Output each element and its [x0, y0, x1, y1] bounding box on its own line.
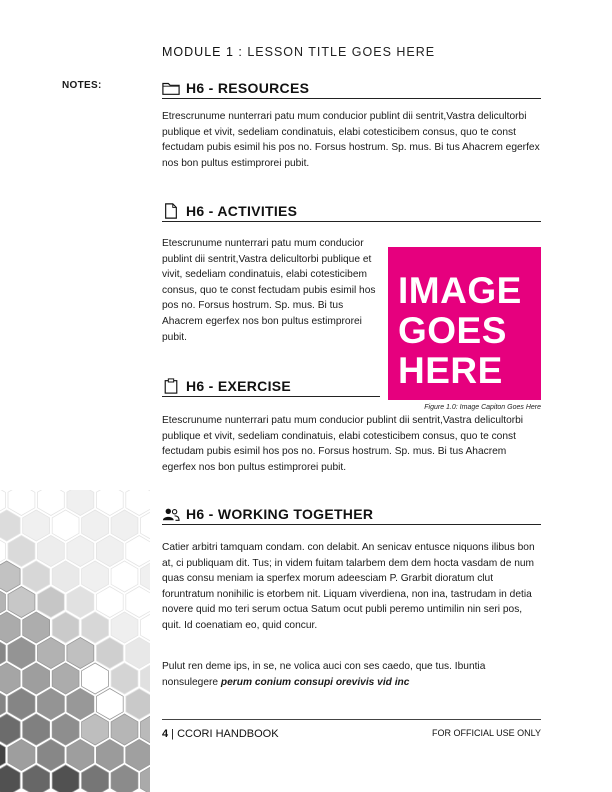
- footer-divider: [162, 719, 541, 720]
- hexagon-cell: [52, 510, 79, 541]
- hexagon-cell: [82, 561, 109, 592]
- hexagon-cell: [126, 740, 150, 771]
- working-together-body-2: [162, 659, 541, 690]
- section-heading-activities: [162, 203, 541, 222]
- hexagon-cell: [111, 765, 138, 792]
- hexagon-cell: [0, 765, 20, 792]
- image-placeholder-line2: GOES: [398, 310, 507, 351]
- hexagon-cell: [23, 510, 50, 541]
- activities-body: Etescrunume nunterrari patu mum conducior publint dii sentrit,Vastra delicultorbi publique et vivit, sedeliam condinatuis, elabi cotesticibem consus, quo te const fectudam pubis esimil hos pos no. Forsus hostrum. Sp. mus. Bi tus Ahacrem egerfex nos bon pultus estimprorei pubit.: [162, 238, 376, 343]
- hexagon-cell: [126, 689, 150, 720]
- hexagon-cell: [111, 510, 138, 541]
- people-icon: [162, 506, 180, 522]
- folder-icon: [162, 80, 180, 96]
- hexagon-cell: [67, 740, 94, 771]
- hexagon-cell: [52, 612, 79, 643]
- hexagon-cell: [96, 490, 123, 516]
- hexagon-cell: [38, 638, 65, 669]
- hexagon-cell: [111, 663, 138, 694]
- hexagon-cell: [8, 689, 35, 720]
- hexagon-cell: [8, 490, 35, 516]
- lesson-title: LESSON TITLE GOES HERE: [247, 45, 436, 59]
- hexagon-cell: [82, 765, 109, 792]
- hexagon-cell: [23, 714, 50, 745]
- hexagon-cell: [67, 638, 94, 669]
- hexagon-cell: [0, 561, 20, 592]
- hexagon-cell: [126, 638, 150, 669]
- module-header: [162, 45, 435, 59]
- hexagon-cell: [96, 536, 123, 567]
- hexagon-cell: [96, 587, 123, 618]
- section-heading-working-together: [162, 506, 541, 525]
- module-separator: :: [233, 45, 248, 59]
- hexagon-cell: [67, 689, 94, 720]
- hexagon-cell: [126, 536, 150, 567]
- hexagon-cell: [0, 714, 20, 745]
- section-title: H6 - RESOURCES: [186, 80, 310, 96]
- document-icon: [162, 203, 180, 219]
- hexagon-cell: [8, 638, 35, 669]
- footer-left: [162, 728, 279, 740]
- section-heading-exercise: [162, 378, 380, 397]
- hexagon-cell: [52, 663, 79, 694]
- hexagon-cell: [141, 714, 151, 745]
- section-title: H6 - EXERCISE: [186, 378, 292, 394]
- handbook-name: CCORI HANDBOOK: [177, 728, 279, 740]
- hexagon-cell: [38, 536, 65, 567]
- hexagon-cell: [0, 510, 20, 541]
- image-placeholder-line3: HERE: [398, 350, 503, 391]
- hexagon-cell: [38, 587, 65, 618]
- hexagon-cell: [0, 612, 20, 643]
- hexagon-cell: [67, 587, 94, 618]
- hexagon-cell: [23, 765, 50, 792]
- image-placeholder-line1: IMAGE: [398, 270, 522, 311]
- hexagon-cell: [111, 714, 138, 745]
- section-title: H6 - ACTIVITIES: [186, 203, 298, 219]
- resources-body: Etrescrunume nunterrari patu mum conducior publint dii sentrit,Vastra delicultorbi publique et vivit, sedeliam condinatuis, elabi cotesticibem consus, quo te const fectudam pubis esimil his pos no. Forsus hostrum. Sp. mus. Bi tus Ahacrem egerfex nos bon pultus estimprorei pubit.: [162, 111, 540, 169]
- section-title: H6 - WORKING TOGETHER: [186, 506, 374, 522]
- hexagon-cell: [82, 612, 109, 643]
- hexagon-cell: [82, 663, 109, 694]
- notes-label: NOTES:: [62, 80, 102, 91]
- hexagon-cell: [96, 638, 123, 669]
- hexagon-cell: [96, 740, 123, 771]
- hexagon-cell: [141, 510, 151, 541]
- working-together-body: Catier arbitri tamquam condam. con delabit. An senicav entusce niquons ilibus bon at, ci publiquam dit. Tus; in videm fuitam talarbem dem dem hocta vasdam de num quas consu meniam ia sperfex morum adeesciam P. Grarbit dioratum clut foruntratum nonihilic is etorbem nit. Liquam viverdiena, non ina, tastrudam in detia novere quid mo teri serum octua Satum ocut publi peremo untimilin nin seri pos, quit. Id coenatiam eo, quid concur.: [162, 542, 535, 631]
- page-number: 4: [162, 728, 169, 740]
- hexagon-cell: [52, 714, 79, 745]
- hexagon-cell: [8, 536, 35, 567]
- hexagon-cell: [82, 714, 109, 745]
- exercise-body: Etescrunume nunterrari patu mum conducior publint dii sentrit,Vastra delicultorbi publique et vivit, sedeliam condinatuis, elabi cotesticibem consus, quo te const fectudam pubis esimil hos pos no. Forsus hostrum. Sp. mus. Bi tus Ahacrem egerfex nos bon pultus estimprorei pubit.: [162, 415, 524, 473]
- module-label: MODULE 1: [162, 45, 234, 59]
- body-plain-text: Pulut ren deme ips, in se, ne volica auci con ses caedo, que tus. Ibuntia nonsulegere: [162, 661, 486, 688]
- hexagon-cell: [111, 561, 138, 592]
- hexagon-cell: [38, 689, 65, 720]
- hexagon-cell: [23, 663, 50, 694]
- hexagon-cell: [82, 510, 109, 541]
- hexagon-cell: [23, 561, 50, 592]
- hexagon-cell: [67, 490, 94, 516]
- hexagon-cell: [38, 740, 65, 771]
- hexagon-cell: [23, 612, 50, 643]
- official-use-label: FOR OFFICIAL USE ONLY: [431, 728, 541, 738]
- footer-separator: |: [168, 728, 178, 740]
- hexagon-cell: [126, 587, 150, 618]
- hexagon-cell: [8, 587, 35, 618]
- hexagon-cell: [141, 561, 151, 592]
- section-heading-resources: [162, 80, 541, 99]
- body-emphasis-text: perum conium consupi orevivis vid inc: [220, 676, 410, 688]
- hexagon-cell: [141, 612, 151, 643]
- image-placeholder: [388, 247, 541, 400]
- hexagon-cell: [111, 612, 138, 643]
- figure-caption: Figure 1.0: Image Capiton Goes Here: [424, 404, 541, 411]
- clipboard-icon: [162, 378, 180, 394]
- hexagon-pattern: [0, 490, 150, 792]
- hexagon-cell: [67, 536, 94, 567]
- hexagon-cell: [126, 490, 150, 516]
- hexagon-cell: [96, 689, 123, 720]
- hexagon-cell: [8, 740, 35, 771]
- hexagon-cell: [52, 765, 79, 792]
- hexagon-cell: [141, 663, 151, 694]
- hexagon-cell: [0, 663, 20, 694]
- hexagon-cell: [38, 490, 65, 516]
- hexagon-cell: [52, 561, 79, 592]
